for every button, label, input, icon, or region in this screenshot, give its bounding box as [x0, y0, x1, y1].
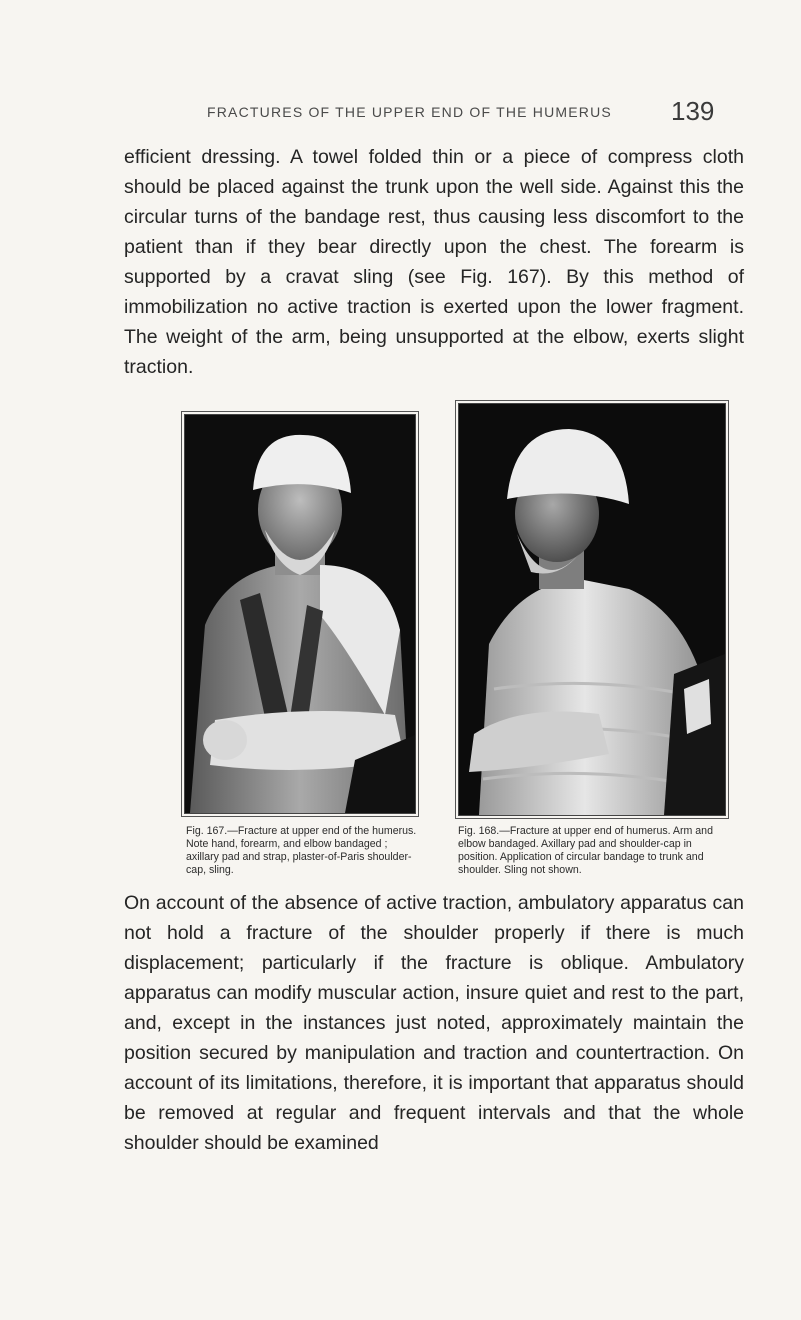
body-paragraph: On account of the absence of active traction, ambulatory apparatus can not hold a fracture of the shoulder properly if there is much displacement; particularly if the fracture is oblique. Ambulatory apparatus can modify muscular action, insure quiet and rest to the part, and, except in the instances just noted, approximately maintain the position secured by manipulation and traction and countertraction. On account of its limitations, therefore, it is important that apparatus should be removed at regular and frequent intervals and that the whole shoulder should be examined — [124, 892, 744, 1154]
figure-168-caption: Fig. 168.—Fracture at upper end of humerus. Arm and elbow bandaged. Axillary pad and shoulder-cap in position. Application of circular bandage to trunk and shoulder. Sling not shown. — [458, 825, 713, 876]
figure-168-photo — [458, 403, 726, 816]
figure-168-illustration — [459, 404, 725, 815]
running-head — [0, 98, 801, 128]
body-paragraph: efficient dressing. A towel folded thin or a piece of compress cloth should be placed against the trunk upon the well side. Against this the circular turns of the bandage rest, thus causing less discomfort to the patient than if they bear directly upon the chest. The forearm is supported by a cravat sling (see Fig. 167). By this method of immobilization no active traction is exerted upon the lower fragment. The weight of the arm, being unsupported at the elbow, exerts slight traction. — [124, 146, 744, 378]
figure-167-caption: Fig. 167.—Fracture at upper end of the humerus. Note hand, forearm, and elbow bandaged ; axillary pad and strap, plaster-of-Paris shoulder-cap, sling. — [186, 825, 417, 876]
running-title: FRACTURES OF THE UPPER END OF THE HUMERUS — [207, 104, 612, 120]
page-number: 139 — [671, 96, 715, 126]
figure-167-photo — [184, 414, 416, 814]
figure-167-illustration — [185, 415, 415, 813]
